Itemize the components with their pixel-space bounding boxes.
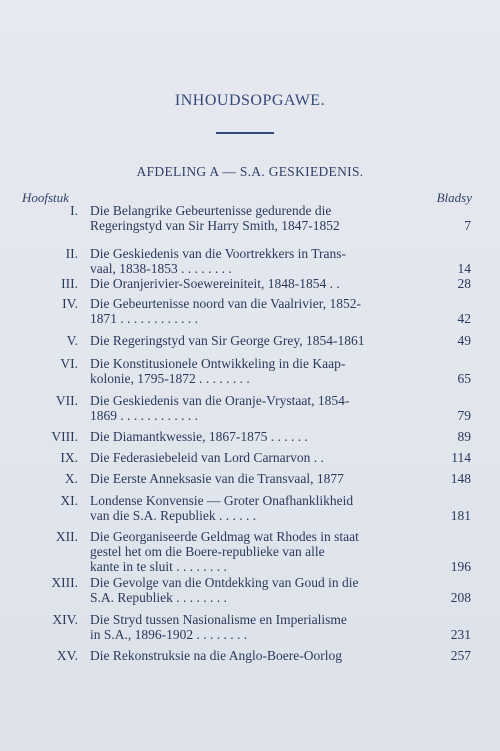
chapter-title	[90, 333, 428, 348]
chapter-title	[90, 203, 428, 233]
chapter-title-line: Die Rekonstruksie na die Anglo-Boere-Oorlog	[90, 648, 342, 663]
chapter-title	[90, 575, 428, 605]
page-number: 7	[464, 218, 471, 233]
page-number: 14	[457, 261, 471, 276]
chapter-title-line: 1869 . . . . . . . . . . . .	[90, 408, 198, 423]
page-number: 28	[457, 276, 471, 291]
chapter-number: III.	[61, 276, 78, 291]
chapter-title-line: Die Regeringstyd van Sir George Grey, 1854-1861	[90, 333, 365, 348]
chapter-title-line: Die Gebeurtenisse noord van die Vaalrivier, 1852-	[90, 296, 362, 311]
chapter-title	[90, 276, 428, 291]
chapter-title-line: Die Konstitusionele Ontwikkeling in die Kaap-	[90, 356, 346, 371]
chapter-title	[90, 529, 428, 574]
chapter-title-line: 1871 . . . . . . . . . . . .	[90, 311, 198, 326]
chapter-title-line: Regeringstyd van Sir Harry Smith, 1847-1852	[90, 218, 340, 233]
chapter-title-line: Die Federasiebeleid van Lord Carnarvon . .	[90, 450, 324, 465]
chapter-number: IV.	[62, 296, 78, 311]
chapter-title-line: in S.A., 1896-1902 . . . . . . . .	[90, 627, 248, 642]
chapter-title-line: Die Geskiedenis van die Voortrekkers in Trans-	[90, 246, 346, 261]
chapter-number: X.	[64, 471, 78, 486]
page-number: 49	[457, 333, 471, 348]
page-number: 79	[457, 408, 471, 423]
chapter-number: XI.	[60, 493, 78, 508]
page-number: 65	[457, 371, 471, 386]
chapter-number: XIII.	[51, 575, 78, 590]
chapter-title	[90, 393, 428, 423]
chapter-title	[90, 429, 428, 444]
chapter-title	[90, 648, 428, 663]
chapter-number: V.	[66, 333, 78, 348]
chapter-number: VIII.	[51, 429, 78, 444]
chapter-title-line: Die Gevolge van die Ontdekking van Goud in die	[90, 575, 359, 590]
chapter-title-line: Londense Konvensie — Groter Onafhanklikheid	[90, 493, 354, 508]
section-heading: AFDELING A — S.A. GESKIEDENIS.	[136, 164, 364, 179]
chapter-number: VI.	[60, 356, 78, 371]
chapter-title-line: Die Stryd tussen Nasionalisme en Imperialisme	[90, 612, 347, 627]
page-number: 114	[451, 450, 471, 465]
page-number: 257	[450, 648, 471, 663]
chapter-title-line: Die Geskiedenis van die Oranje-Vrystaat, 1854-	[90, 393, 350, 408]
chapter-number: XIV.	[52, 612, 78, 627]
chapter-title	[90, 612, 428, 642]
chapter-number: VII.	[55, 393, 78, 408]
page-title: INHOUDSOPGAWE.	[174, 92, 326, 109]
chapter-title-line: Die Georganiseerde Geldmag wat Rhodes in staat	[90, 529, 359, 544]
chapter-title	[90, 471, 428, 486]
chapter-number: XV.	[56, 648, 78, 663]
page-number: 208	[450, 590, 471, 605]
chapter-title	[90, 450, 428, 465]
chapter-number: XII.	[55, 529, 78, 544]
page-number: 89	[457, 429, 471, 444]
chapter-title-line: S.A. Republiek . . . . . . . .	[90, 590, 227, 605]
chapter-title-line: Die Oranjerivier-Soewereiniteit, 1848-1854 . .	[90, 276, 340, 291]
chapter-title-line: kante in te sluit . . . . . . . .	[90, 559, 227, 574]
chapter-title	[90, 246, 428, 276]
chapter-title-line: vaal, 1838-1853 . . . . . . . .	[90, 261, 232, 276]
chapter-number: I.	[70, 203, 78, 218]
chapter-title-line: Die Diamantkwessie, 1867-1875 . . . . . .	[90, 429, 308, 444]
chapter-title	[90, 493, 428, 523]
page-number: 196	[450, 559, 471, 574]
chapter-title-line: Die Belangrike Gebeurtenisse gedurende die	[90, 203, 332, 218]
chapter-title-line: kolonie, 1795-1872 . . . . . . . .	[90, 371, 250, 386]
chapter-column-heading: Hoofstuk	[22, 190, 69, 205]
page-number: 231	[450, 627, 471, 642]
chapter-title	[90, 356, 428, 386]
page-number: 148	[450, 471, 471, 486]
chapter-number: IX.	[60, 450, 78, 465]
page-column-heading: Bladsy	[436, 190, 472, 205]
page-number: 42	[457, 311, 471, 326]
chapter-title-line: Die Eerste Anneksasie van die Transvaal, 1877	[90, 471, 344, 486]
chapter-number: II.	[65, 246, 78, 261]
chapter-title	[90, 296, 428, 326]
chapter-title-line: van die S.A. Republiek . . . . . .	[90, 508, 257, 523]
chapter-title-line: gestel het om die Boere-republieke van alle	[90, 544, 325, 559]
page-number: 181	[450, 508, 471, 523]
